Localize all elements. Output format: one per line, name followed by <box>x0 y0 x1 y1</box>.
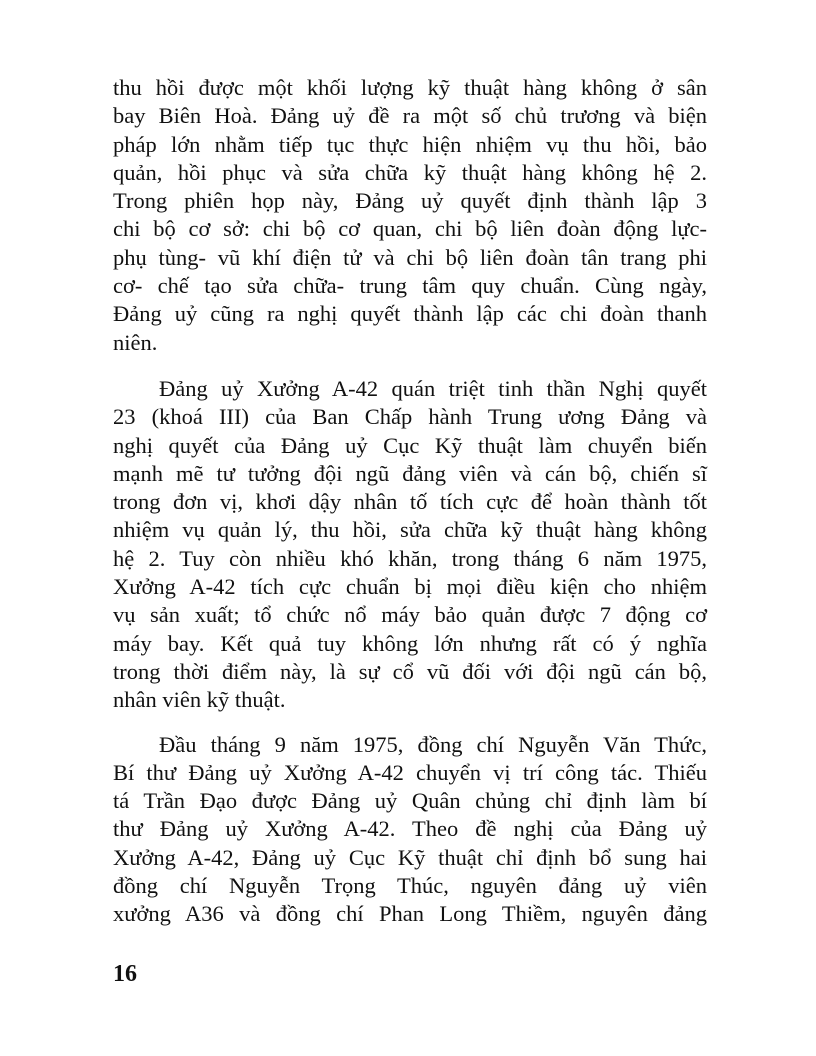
text-line: Xưởng A-42, Đảng uỷ Cục Kỹ thuật chỉ định bổ sung hai <box>113 844 707 870</box>
paragraph-1 <box>113 74 707 357</box>
body-text <box>113 74 707 929</box>
text-line: xưởng A36 và đồng chí Phan Long Thiềm, nguyên đảng <box>113 901 707 927</box>
text-line: quản, hồi phục và sửa chữa kỹ thuật hàng không hệ 2. <box>113 159 707 185</box>
text-line: hệ 2. Tuy còn nhiều khó khăn, trong tháng 6 năm 1975, <box>113 545 707 571</box>
text-line: Đảng uỷ Xưởng A-42 quán triệt tinh thần Nghị quyết <box>159 375 707 401</box>
text-line: đồng chí Nguyễn Trọng Thúc, nguyên đảng uỷ viên <box>113 873 707 899</box>
text-line: nhân viên kỹ thuật. <box>113 687 286 713</box>
text-line: phụ tùng- vũ khí điện tử và chi bộ liên đoàn tân trang phi <box>113 244 707 270</box>
text-line: Đảng uỷ cũng ra nghị quyết thành lập các chi đoàn thanh <box>113 301 707 327</box>
text-line: thư Đảng uỷ Xưởng A-42. Theo đề nghị của Đảng uỷ <box>113 816 707 842</box>
text-line: 23 (khoá III) của Ban Chấp hành Trung ương Đảng và <box>113 404 707 430</box>
text-line: niên. <box>113 329 158 355</box>
text-line: Bí thư Đảng uỷ Xưởng A-42 chuyển vị trí công tác. Thiếu <box>113 759 707 785</box>
text-line: trong thời điểm này, là sự cổ vũ đối với đội ngũ cán bộ, <box>113 658 707 684</box>
text-line: cơ- chế tạo sửa chữa- trung tâm quy chuẩn. Cùng ngày, <box>113 273 707 299</box>
text-line: nhiệm vụ quản lý, thu hồi, sửa chữa kỹ thuật hàng không <box>113 517 707 543</box>
paragraph-2 <box>113 375 707 715</box>
text-line: Trong phiên họp này, Đảng uỷ quyết định thành lập 3 <box>113 188 707 214</box>
text-line: thu hồi được một khối lượng kỹ thuật hàng không ở sân <box>113 75 707 100</box>
text-line: Đầu tháng 9 năm 1975, đồng chí Nguyễn Văn Thức, <box>159 731 707 757</box>
text-line: mạnh mẽ tư tưởng đội ngũ đảng viên và cán bộ, chiến sĩ <box>113 460 707 486</box>
text-line: nghị quyết của Đảng uỷ Cục Kỹ thuật làm chuyển biến <box>113 432 707 458</box>
text-line: bay Biên Hoà. Đảng uỷ đề ra một số chủ trương và biện <box>113 103 707 129</box>
page-number: 16 <box>113 961 137 987</box>
text-line: chi bộ cơ sở: chi bộ cơ quan, chi bộ liên đoàn động lực- <box>113 216 707 242</box>
text-line: Xưởng A-42 tích cực chuẩn bị mọi điều kiện cho nhiệm <box>113 574 707 600</box>
paragraph-3 <box>113 731 707 929</box>
text-line: máy bay. Kết quả tuy không lớn nhưng rất có ý nghĩa <box>113 630 707 656</box>
text-line: vụ sản xuất; tổ chức nổ máy bảo quản được 7 động cơ <box>113 602 707 628</box>
text-line: trong đơn vị, khơi dậy nhân tố tích cực để hoàn thành tốt <box>113 489 707 515</box>
text-line: pháp lớn nhằm tiếp tục thực hiện nhiệm vụ thu hồi, bảo <box>113 131 707 157</box>
text-line: tá Trần Đạo được Đảng uỷ Quân chủng chỉ định làm bí <box>113 788 707 814</box>
